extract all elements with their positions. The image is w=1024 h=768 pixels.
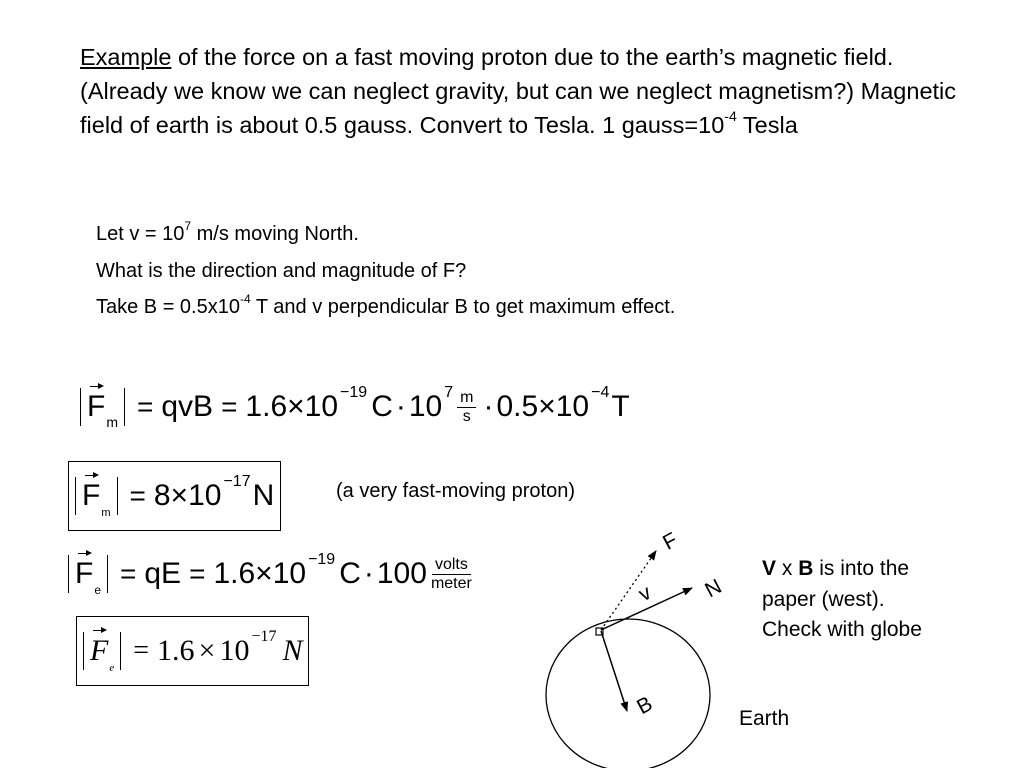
qvb-term: qvB (161, 390, 214, 423)
ten-base: 10 (408, 390, 443, 423)
field-arrow (601, 631, 627, 711)
coulomb-unit: C (371, 390, 393, 423)
earth-circle (546, 619, 710, 768)
force-symbol: F (90, 634, 109, 667)
force-subscript: m (101, 507, 111, 519)
ten-base: 10 (188, 479, 222, 512)
velocity-text-end: m/s moving North. (191, 223, 359, 245)
velocity-text: Let v = 10 (96, 223, 185, 245)
qe-term: qE (144, 557, 182, 590)
force-symbol: F (82, 479, 101, 512)
field-label: B (633, 692, 657, 720)
title-text: of the force on a fast moving proton due to the earth’s magnetic field. (Already we know we can neglect gravity, but can we neglect magnetism?) Magnetic field of earth is about 0.5 gauss. Convert to Tesla. 1 gauss=10 (80, 44, 957, 138)
newton-unit: N (282, 634, 303, 667)
force-subscript: m (106, 414, 118, 430)
times-sign: × (255, 557, 273, 590)
force-label: F (659, 528, 682, 555)
charge-exponent: −19 (308, 551, 336, 568)
tesla-unit: T (611, 390, 630, 423)
result-coefficient: 8 (153, 479, 171, 512)
fraction-numerator: m (457, 389, 476, 408)
equals-sign: = (189, 558, 206, 589)
fast-proton-note: (a very fast-moving proton) (336, 480, 575, 502)
title-exponent: -4 (724, 108, 737, 125)
note-text: is into the (813, 557, 910, 580)
charge-exponent: −19 (340, 384, 368, 401)
equals-sign: = (221, 391, 238, 422)
coulomb-unit: C (339, 557, 361, 590)
result-exponent: −17 (223, 473, 251, 490)
earth-label: Earth (739, 707, 790, 730)
charge-coefficient: 1.6 (245, 390, 288, 423)
charge-coefficient: 1.6 (213, 557, 256, 590)
equals-sign: = (137, 391, 154, 422)
assumption-text-end: T and v perpendicular B to get maximum effect. (250, 296, 676, 318)
times-sign: × (198, 634, 216, 667)
ten-base: 10 (272, 557, 307, 590)
field-value: 100 (376, 557, 427, 590)
north-label: N (701, 574, 726, 603)
velocity-exponent: 7 (184, 218, 192, 233)
times-sign: × (170, 479, 189, 512)
times-sign: × (287, 390, 305, 423)
equals-sign: = (129, 480, 146, 511)
force-symbol: F (87, 390, 106, 423)
field-exponent: −4 (591, 384, 610, 401)
note-line-1 (762, 554, 922, 585)
times-sign: × (538, 390, 556, 423)
note-line-2: paper (west). (762, 587, 885, 611)
force-subscript: e (94, 583, 102, 597)
assumption-exponent: -4 (239, 291, 251, 306)
fraction-denominator: meter (430, 574, 472, 592)
force-symbol: F (75, 557, 94, 590)
cross-product-note (762, 554, 922, 646)
newton-unit: N (252, 479, 275, 512)
equals-sign: = (133, 635, 150, 666)
fraction-numerator: volts (432, 556, 471, 575)
fraction-denominator: s (462, 407, 471, 425)
force-subscript: e (109, 662, 115, 674)
question-line: What is the direction and magnitude of F? (96, 260, 467, 282)
ten-base: 10 (304, 390, 339, 423)
velocity-label: v (634, 580, 656, 607)
dot-operator: · (363, 557, 374, 590)
velocity-exponent: 7 (444, 384, 454, 401)
example-heading: Example (80, 44, 172, 70)
note-line-3: Check with globe (762, 618, 922, 641)
ten-base: 10 (555, 390, 590, 423)
dot-operator: · (483, 390, 494, 423)
dot-operator: · (395, 390, 406, 423)
b-bold: B (798, 557, 814, 580)
field-coefficient: 0.5 (496, 390, 539, 423)
title-text-end: Tesla (736, 112, 798, 138)
v-bold: V (762, 557, 777, 580)
ten-base: 10 (219, 634, 250, 667)
assumption-text: Take B = 0.5x10 (96, 296, 240, 318)
cross-symbol: x (776, 557, 799, 580)
result-coefficient: 1.6 (157, 634, 195, 667)
result-exponent: −17 (251, 628, 277, 645)
equals-sign: = (120, 558, 137, 589)
